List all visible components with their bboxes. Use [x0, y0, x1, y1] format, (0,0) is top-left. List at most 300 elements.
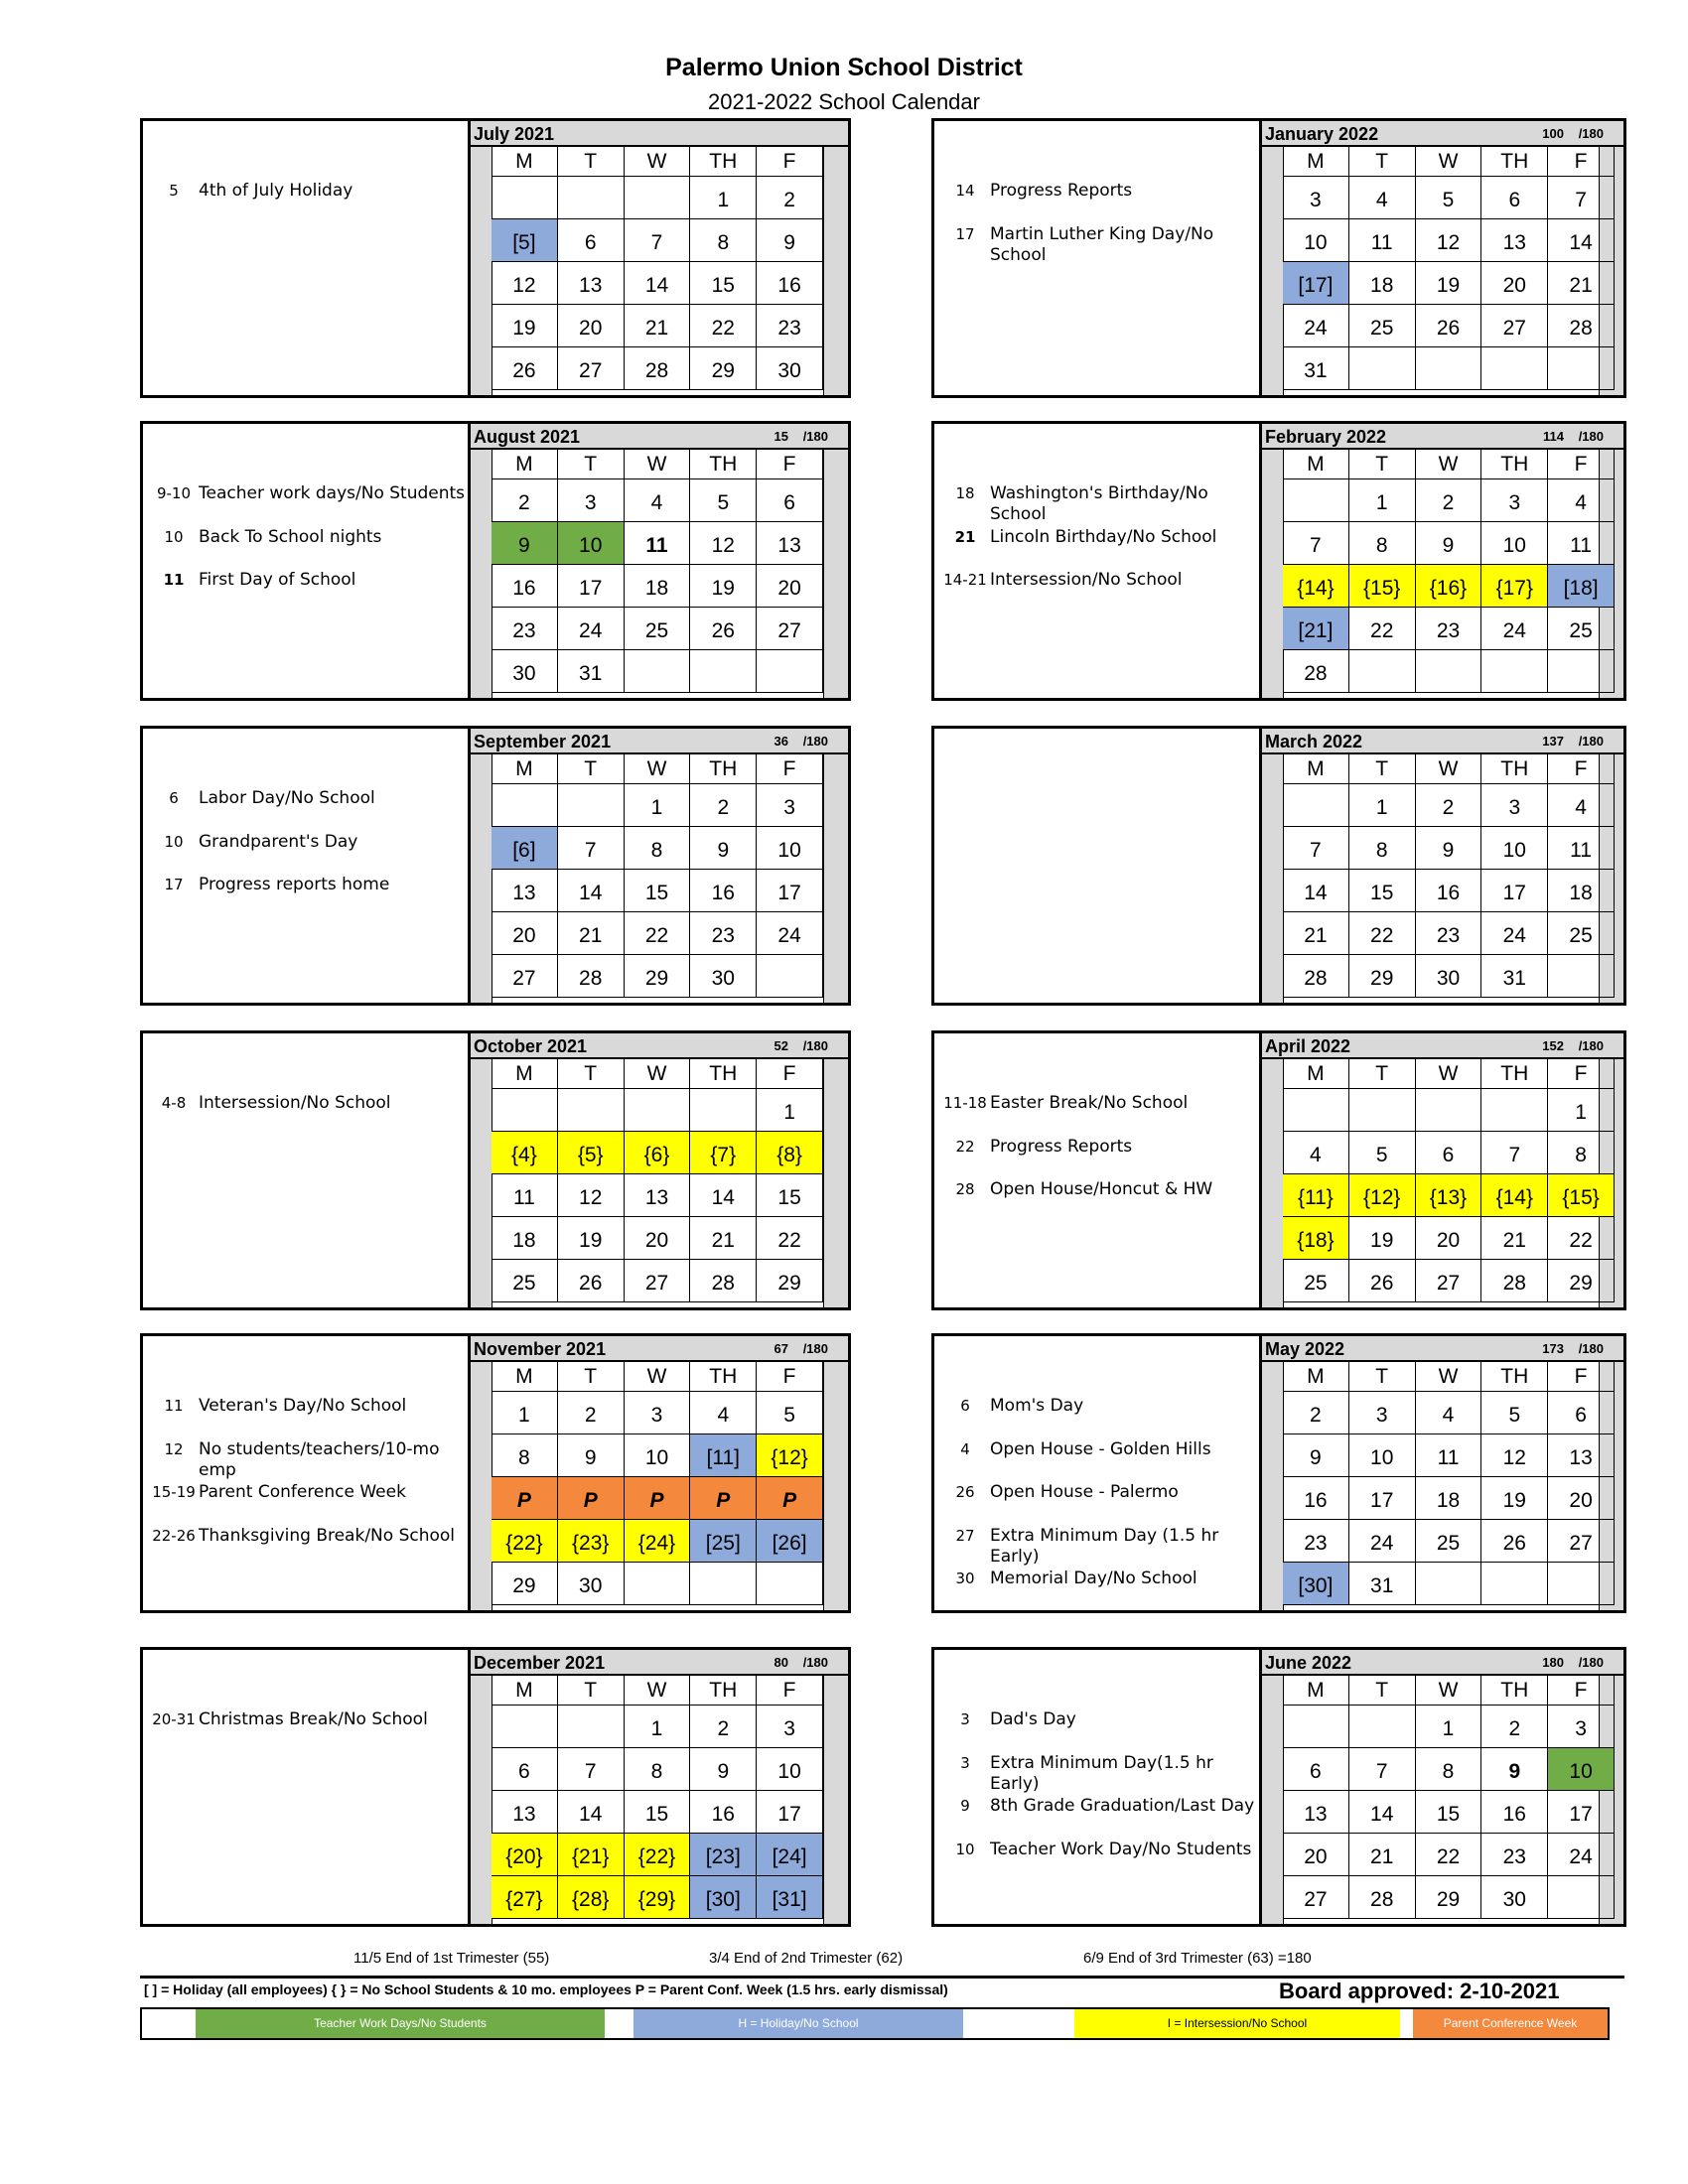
month-header [471, 729, 848, 754]
event-date: 12 [164, 1439, 184, 1458]
event-row [149, 527, 466, 548]
weekday-header: TH [690, 1676, 757, 1706]
day-cell: 31 [1481, 955, 1548, 998]
month-name: November 2021 [474, 1339, 607, 1359]
event-text: Teacher work days/No Students [199, 483, 466, 503]
event-date: 10 [164, 527, 184, 546]
day-grid [492, 754, 823, 1003]
day-cell: 11 [1349, 219, 1416, 262]
weekday-header: F [757, 1362, 823, 1392]
day-cell: 22 [1349, 912, 1416, 955]
month-events [934, 121, 1262, 395]
day-cell [1481, 650, 1548, 693]
day-cell: 27 [1416, 1260, 1482, 1302]
month-calendar [1262, 1336, 1623, 1610]
day-cell: 1 [1349, 479, 1416, 522]
weekday-header: W [1416, 147, 1482, 177]
day-cell: 22 [1548, 1217, 1615, 1260]
day-cell: 7 [1283, 827, 1349, 870]
day-cell: 28 [1283, 650, 1349, 693]
day-cell: 12 [492, 262, 558, 305]
day-cell: 29 [757, 1260, 823, 1302]
day-cell: 31 [1283, 347, 1349, 390]
weekday-header: F [1548, 1362, 1615, 1392]
month-calendar [471, 424, 848, 698]
event-row [149, 1482, 466, 1503]
day-cell: 10 [1481, 827, 1548, 870]
day-cell: 20 [625, 1217, 691, 1260]
day-cell: {4} [492, 1132, 558, 1174]
day-cell [1548, 650, 1615, 693]
day-cell: 7 [558, 1748, 625, 1791]
month-september-2021 [140, 726, 851, 1006]
day-cell: 25 [1548, 608, 1615, 650]
day-cell: 24 [1481, 608, 1548, 650]
day-cell: 1 [690, 177, 757, 219]
day-cell: 19 [558, 1217, 625, 1260]
day-cell: 24 [1349, 1520, 1416, 1563]
event-text: 8th Grade Graduation/Last Day [990, 1796, 1255, 1816]
day-cell: 19 [1349, 1217, 1416, 1260]
month-header [1262, 121, 1623, 147]
day-cell: 23 [690, 912, 757, 955]
day-cell: {14} [1283, 565, 1349, 608]
month-calendar [1262, 121, 1623, 395]
month-calendar [471, 1033, 848, 1307]
event-date: 11 [164, 1397, 184, 1415]
weekday-header: M [492, 1059, 558, 1089]
month-header [1262, 1650, 1623, 1676]
day-cell: 7 [1481, 1132, 1548, 1174]
event-row [149, 832, 466, 853]
day-cell: 17 [1349, 1477, 1416, 1520]
day-cell: 3 [757, 1706, 823, 1748]
day-cell: {8} [757, 1132, 823, 1174]
weekday-header: T [1349, 1059, 1416, 1089]
event-row [940, 1137, 1257, 1158]
event-date: 3 [960, 1753, 970, 1772]
day-cell: 23 [1283, 1520, 1349, 1563]
day-cell: 22 [1416, 1834, 1482, 1876]
event-date: 9 [960, 1797, 970, 1815]
weekday-header: W [625, 450, 691, 479]
day-cell [757, 955, 823, 998]
day-cell: 2 [1481, 1706, 1548, 1748]
day-cell: {21} [558, 1834, 625, 1876]
day-cell: 20 [1548, 1477, 1615, 1520]
day-cell: 17 [757, 870, 823, 912]
page-subtitle: 2021-2022 School Calendar [708, 89, 980, 114]
day-cell [1548, 1563, 1615, 1605]
event-row [940, 570, 1257, 591]
day-cell: {7} [690, 1132, 757, 1174]
event-text: Open House - Golden Hills [990, 1438, 1211, 1459]
event-text: Labor Day/No School [199, 788, 375, 808]
month-october-2021 [140, 1030, 851, 1310]
day-cell: 7 [558, 827, 625, 870]
left-strip [471, 1362, 492, 1610]
event-text: Back To School nights [199, 526, 382, 547]
day-cell: 30 [690, 955, 757, 998]
weekday-header: TH [1481, 1362, 1548, 1392]
month-name: October 2021 [474, 1036, 588, 1056]
day-cell: 6 [1416, 1132, 1482, 1174]
event-row [940, 181, 1257, 202]
day-count: 15 [774, 429, 788, 444]
event-row [940, 224, 1257, 266]
day-cell: 6 [558, 219, 625, 262]
day-cell: 11 [625, 522, 691, 565]
event-date: 3 [960, 1710, 970, 1728]
day-grid [492, 1059, 823, 1307]
month-events [143, 1033, 471, 1307]
day-cell: 24 [1481, 912, 1548, 955]
day-cell: P [492, 1477, 558, 1520]
event-date: 10 [164, 832, 184, 851]
day-cell: 29 [1416, 1876, 1482, 1919]
day-cell: {23} [558, 1520, 625, 1563]
weekday-header: W [625, 1362, 691, 1392]
day-cell: 28 [1481, 1260, 1548, 1302]
day-cell: 9 [492, 522, 558, 565]
day-cell: 16 [757, 262, 823, 305]
left-strip [471, 147, 492, 395]
day-cell: 10 [757, 827, 823, 870]
weekday-header: F [1548, 1676, 1615, 1706]
day-cell: 20 [492, 912, 558, 955]
day-cell [1481, 1563, 1548, 1605]
day-cell [1283, 479, 1349, 522]
day-cell: 9 [1481, 1748, 1548, 1791]
month-calendar [471, 121, 848, 395]
day-cell: 18 [1349, 262, 1416, 305]
event-text: No students/teachers/10-mo emp [199, 1438, 440, 1480]
day-cell: 9 [690, 1748, 757, 1791]
day-cell: 3 [558, 479, 625, 522]
day-cell: 14 [1283, 870, 1349, 912]
weekday-header: M [1283, 147, 1349, 177]
weekday-header: M [1283, 1362, 1349, 1392]
event-text: Open House/Honcut & HW [990, 1179, 1213, 1199]
event-row [149, 181, 466, 202]
day-cell: 30 [1416, 955, 1482, 998]
day-cell: {24} [625, 1520, 691, 1563]
day-cell: 8 [625, 827, 691, 870]
event-row [940, 1753, 1257, 1795]
day-cell: 8 [625, 1748, 691, 1791]
day-cell: [30] [690, 1876, 757, 1919]
day-cell: 26 [492, 347, 558, 390]
day-cell: 27 [1481, 305, 1548, 347]
weekday-header: M [492, 147, 558, 177]
event-text: Easter Break/No School [990, 1093, 1189, 1113]
event-row [940, 1709, 1257, 1730]
weekday-header: TH [690, 450, 757, 479]
event-date: 14-21 [943, 571, 987, 589]
left-strip [1262, 1362, 1284, 1610]
day-cell: 23 [1416, 912, 1482, 955]
day-grid [1283, 1059, 1615, 1307]
event-row [149, 1526, 466, 1547]
weekday-header: T [1349, 147, 1416, 177]
event-date: 11 [163, 571, 185, 589]
day-cell: 14 [558, 870, 625, 912]
day-count: 137 [1542, 734, 1564, 749]
day-cell: 16 [690, 870, 757, 912]
day-cell: 18 [1548, 870, 1615, 912]
day-cell [558, 177, 625, 219]
day-cell: 5 [1416, 177, 1482, 219]
day-cell: 30 [558, 1563, 625, 1605]
key-label: I = Intersession/No School [1167, 2016, 1308, 2030]
event-text: Christmas Break/No School [199, 1709, 428, 1729]
event-row [940, 1482, 1257, 1503]
day-cell [1349, 347, 1416, 390]
event-date: 6 [169, 789, 179, 807]
event-text: Progress reports home [199, 875, 390, 894]
day-cell: 21 [1283, 912, 1349, 955]
day-cell: [11] [690, 1434, 757, 1477]
day-cell: 24 [558, 608, 625, 650]
month-events [934, 1650, 1262, 1924]
weekday-header: T [1349, 1362, 1416, 1392]
day-cell: 20 [757, 565, 823, 608]
day-cell [1548, 1876, 1615, 1919]
day-cell: 21 [558, 912, 625, 955]
day-cell [558, 1089, 625, 1132]
day-cell: 4 [1548, 479, 1615, 522]
weekday-header: M [492, 1362, 558, 1392]
event-date: 20-31 [152, 1710, 196, 1728]
day-cell [625, 177, 691, 219]
day-grid [492, 1676, 823, 1924]
day-cell: 8 [1548, 1132, 1615, 1174]
day-cell: 24 [1283, 305, 1349, 347]
event-date: 9-10 [156, 484, 192, 502]
day-cell: 2 [690, 784, 757, 827]
month-name: March 2022 [1265, 732, 1363, 751]
event-row [149, 483, 466, 504]
day-grid [1283, 1362, 1615, 1610]
event-text: Washington's Birthday/No School [990, 483, 1208, 524]
event-row [149, 1093, 466, 1114]
day-cell [625, 1089, 691, 1132]
left-strip [1262, 450, 1284, 698]
day-cell: 2 [558, 1392, 625, 1434]
month-name: August 2021 [474, 427, 581, 447]
event-text: Intersession/No School [199, 1093, 391, 1113]
day-cell: 30 [1481, 1876, 1548, 1919]
day-cell: {29} [625, 1876, 691, 1919]
weekday-header: T [1349, 1676, 1416, 1706]
day-cell: {28} [558, 1876, 625, 1919]
day-cell: 16 [1481, 1791, 1548, 1834]
day-cell: 5 [1481, 1392, 1548, 1434]
weekday-header: F [757, 754, 823, 784]
month-name: January 2022 [1265, 124, 1379, 144]
day-cell: 2 [1416, 784, 1482, 827]
day-cell: 15 [625, 870, 691, 912]
weekday-header: TH [1481, 147, 1548, 177]
left-strip [471, 1676, 492, 1924]
day-cell: 8 [492, 1434, 558, 1477]
event-text: Memorial Day/No School [990, 1569, 1197, 1588]
event-date: 17 [955, 224, 975, 243]
weekday-header: TH [690, 1362, 757, 1392]
day-cell: {11} [1283, 1174, 1349, 1217]
day-cell: 12 [1481, 1434, 1548, 1477]
event-row [940, 1840, 1257, 1860]
event-date: 10 [955, 1840, 975, 1858]
day-cell: 1 [492, 1392, 558, 1434]
event-row [940, 1439, 1257, 1460]
day-cell [492, 784, 558, 827]
day-cell [1349, 1706, 1416, 1748]
day-cell: 22 [690, 305, 757, 347]
day-cell: 2 [1283, 1392, 1349, 1434]
month-name: February 2022 [1265, 427, 1387, 447]
day-cell [558, 1706, 625, 1748]
day-cell: 13 [1283, 1791, 1349, 1834]
day-cell: 2 [1416, 479, 1482, 522]
event-date: 27 [955, 1526, 975, 1545]
day-cell: {12} [757, 1434, 823, 1477]
day-cell: 23 [1416, 608, 1482, 650]
day-cell [1349, 1089, 1416, 1132]
day-cell: 28 [690, 1260, 757, 1302]
day-cell: 9 [757, 219, 823, 262]
day-cell [1283, 1706, 1349, 1748]
event-row [149, 788, 466, 809]
day-cell: 10 [625, 1434, 691, 1477]
event-date: 17 [164, 876, 184, 893]
day-cell: 2 [690, 1706, 757, 1748]
day-cell [1481, 1089, 1548, 1132]
trimester-1-note: 11/5 End of 1st Trimester (55) [353, 1950, 550, 1967]
day-cell: 18 [625, 565, 691, 608]
day-cell: P [625, 1477, 691, 1520]
event-row [940, 1396, 1257, 1417]
day-cell: 17 [1481, 870, 1548, 912]
month-july-2021 [140, 118, 851, 398]
day-cell: 21 [1349, 1834, 1416, 1876]
day-cell: {22} [625, 1834, 691, 1876]
day-cell: 11 [1548, 827, 1615, 870]
day-cell: 6 [757, 479, 823, 522]
day-cell: 13 [1548, 1434, 1615, 1477]
day-cell: P [690, 1477, 757, 1520]
weekday-header: M [1283, 1676, 1349, 1706]
day-cell: 19 [492, 305, 558, 347]
day-cell: 16 [492, 565, 558, 608]
event-text: Progress Reports [990, 1136, 1133, 1157]
day-cell [1416, 1089, 1482, 1132]
day-cell: 11 [492, 1174, 558, 1217]
day-grid [1283, 754, 1615, 1003]
day-total: /180 [802, 1655, 828, 1670]
day-cell: [26] [757, 1520, 823, 1563]
day-cell: 20 [558, 305, 625, 347]
day-cell: 22 [757, 1217, 823, 1260]
weekday-header: W [1416, 450, 1482, 479]
day-cell [625, 1563, 691, 1605]
event-text: Martin Luther King Day/No School [990, 223, 1214, 265]
day-count: 36 [774, 734, 788, 749]
weekday-header: TH [690, 754, 757, 784]
day-cell: 16 [1416, 870, 1482, 912]
day-cell: 11 [1416, 1434, 1482, 1477]
weekday-header: W [1416, 1362, 1482, 1392]
event-text: Parent Conference Week [199, 1482, 406, 1502]
day-cell: [23] [690, 1834, 757, 1876]
month-header [1262, 1336, 1623, 1362]
day-count: 173 [1542, 1341, 1564, 1356]
weekday-header: T [558, 1059, 625, 1089]
day-cell: [21] [1283, 608, 1349, 650]
day-cell: 10 [1548, 1748, 1615, 1791]
month-header [471, 1650, 848, 1676]
day-cell: 3 [1481, 784, 1548, 827]
day-cell: 30 [757, 347, 823, 390]
day-cell: 16 [1283, 1477, 1349, 1520]
weekday-header: T [558, 754, 625, 784]
weekday-header: F [757, 1059, 823, 1089]
day-cell: 5 [690, 479, 757, 522]
day-cell [690, 650, 757, 693]
day-cell: 10 [1283, 219, 1349, 262]
day-cell: 1 [1349, 784, 1416, 827]
day-cell: 5 [757, 1392, 823, 1434]
day-cell: 7 [1283, 522, 1349, 565]
day-cell: 27 [757, 608, 823, 650]
event-date: 5 [169, 182, 179, 200]
weekday-header: T [558, 1676, 625, 1706]
day-cell: 12 [558, 1174, 625, 1217]
trimester-2-note: 3/4 End of 2nd Trimester (62) [709, 1950, 904, 1967]
day-cell: 5 [1349, 1132, 1416, 1174]
day-cell: 17 [558, 565, 625, 608]
day-cell: [30] [1283, 1563, 1349, 1605]
day-cell: 15 [1349, 870, 1416, 912]
month-events [934, 729, 1262, 1003]
day-cell [492, 1089, 558, 1132]
weekday-header: M [492, 754, 558, 784]
weekday-header: M [1283, 1059, 1349, 1089]
day-cell: 8 [1349, 827, 1416, 870]
day-cell: P [558, 1477, 625, 1520]
key-label: Parent Conference Week [1443, 2016, 1578, 2030]
day-cell: 14 [558, 1791, 625, 1834]
day-cell: 7 [1548, 177, 1615, 219]
day-cell [1548, 955, 1615, 998]
day-cell: 23 [757, 305, 823, 347]
day-cell: 22 [625, 912, 691, 955]
day-cell: {27} [492, 1876, 558, 1919]
day-grid [1283, 1676, 1615, 1924]
event-row [940, 1796, 1257, 1817]
day-count: 100 [1542, 126, 1564, 141]
month-name: December 2021 [474, 1653, 606, 1673]
left-strip [471, 1059, 492, 1307]
event-text: Lincoln Birthday/No School [990, 526, 1217, 547]
month-december-2021 [140, 1647, 851, 1927]
day-cell: 4 [1349, 177, 1416, 219]
right-strip [823, 1059, 848, 1307]
day-cell: 26 [558, 1260, 625, 1302]
day-cell: 12 [1416, 219, 1482, 262]
day-cell: {5} [558, 1132, 625, 1174]
event-text: Extra Minimum Day (1.5 hr Early) [990, 1525, 1219, 1567]
